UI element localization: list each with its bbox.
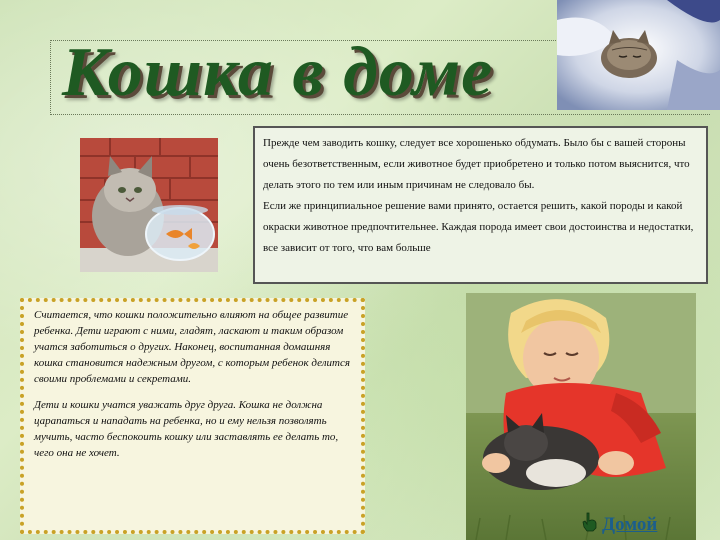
kitten-blanket-photo: [557, 0, 720, 110]
page-title: Кошка в доме: [62, 34, 494, 111]
intro-paragraph-1: Прежде чем заводить кошку, следует все хорошенько обдумать. Было бы с вашей стороны очень безответственным, если животное будет приобретено и только потом выяснится, что делать этого по тем или иным причинам не следовало бы.: [263, 137, 690, 191]
intro-text-box: [253, 126, 708, 284]
child-with-cat-photo: [466, 293, 696, 540]
kitten-fishbowl-photo: [80, 138, 218, 272]
child-paragraph-1: Считается, что кошки положительно влияют на общее развитие ребенка. Дети играют с ними, гладят, ласкают и таким образом учатся заботиться о других. Наконец, воспитанная домашняя кошка становится надежным другом, с которым ребенок делится своими проблемами и секретами.: [34, 309, 350, 385]
child-text-box: [20, 298, 365, 534]
hand-pointer-icon: [582, 512, 598, 537]
child-paragraph-2: Дети и кошки учатся уважать друг друга. Кошка не должна царапаться и нападать на ребенка, но и ему нельзя позволять мучить, часто беспокоить кошку или заставлять ее делать то, чего она не хочет.: [34, 399, 339, 459]
home-link-label: Домой: [602, 513, 658, 535]
intro-paragraph-2: Если же принципиальное решение вами принято, остается решить, какой породы и какой окраски животное предпочтительнее. Каждая порода имеет свои достоинства и недостатки, все зависит от того, что вам больше: [263, 200, 694, 254]
frame-line-middle: [50, 114, 710, 115]
frame-line-left: [50, 40, 51, 115]
home-link[interactable]: [582, 512, 657, 537]
